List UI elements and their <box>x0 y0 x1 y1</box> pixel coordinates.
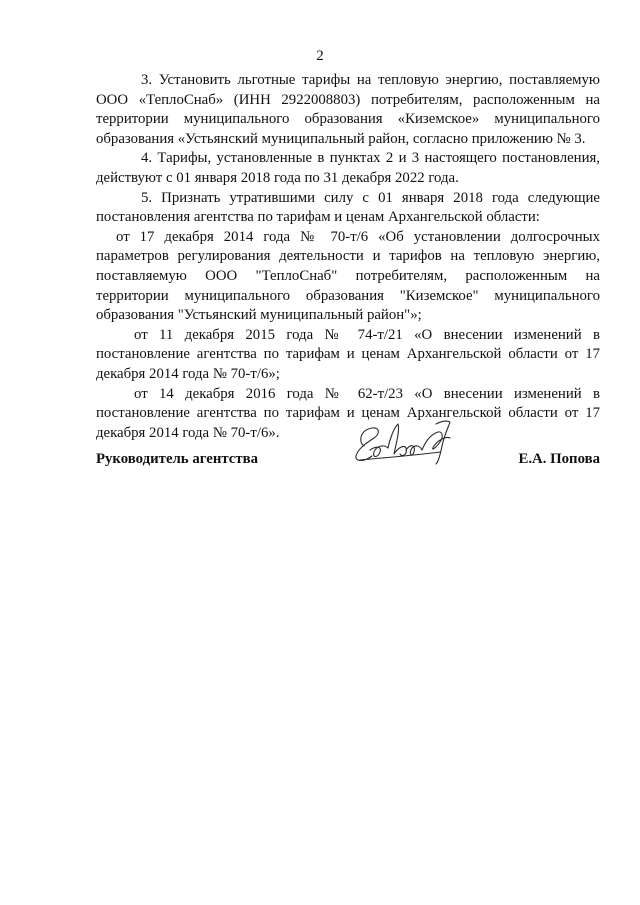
repealed-resolution-2016: от 14 декабря 2016 года № 62-т/23 «О внесении изменений в постановление агентства по тарифам и ценам Архангельской области от 17 декабря 2014 года № 70-т/6». <box>96 385 600 441</box>
paragraph-item-5: 5. Признать утратившими силу с 01 января 2018 года следующие постановления агентства по тарифам и ценам Архангельской области: <box>96 189 600 226</box>
paragraph-item-4: 4. Тарифы, установленные в пунктах 2 и 3 настоящего постановления, действуют с 01 января 2018 года по 31 декабря 2022 года. <box>96 150 600 186</box>
signatory-title: Руководитель агентства <box>96 451 259 467</box>
signatory-name: Е.А. Попова <box>518 451 600 467</box>
signature-block <box>96 451 600 473</box>
page-number: 2 <box>316 48 324 64</box>
document-body <box>96 71 600 443</box>
repealed-resolution-2014: от 17 декабря 2014 года № 70-т/6 «Об установлении долгосрочных параметров регулирования деятельности и тарифов на тепловую энергию, поставляемую ООО "ТеплоСнаб" потребителям, расположенным на территории муниципального образования "Киземское" муниципального образования "Устьянский муниципальный район"»; <box>96 228 600 324</box>
repealed-resolution-2015: от 11 декабря 2015 года № 74-т/21 «О внесении изменений в постановление агентства по тарифам и ценам Архангельской области от 17 декабря 2014 года № 70-т/6»; <box>96 326 600 382</box>
paragraph-item-3: 3. Установить льготные тарифы на тепловую энергию, поставляемую ООО «ТеплоСнаб» (ИНН 2922008803) потребителям, расположенным на территории муниципального образования «Киземское» муниципального образования «Устьянский муниципальный район, согласно приложению № 3. <box>96 72 600 147</box>
